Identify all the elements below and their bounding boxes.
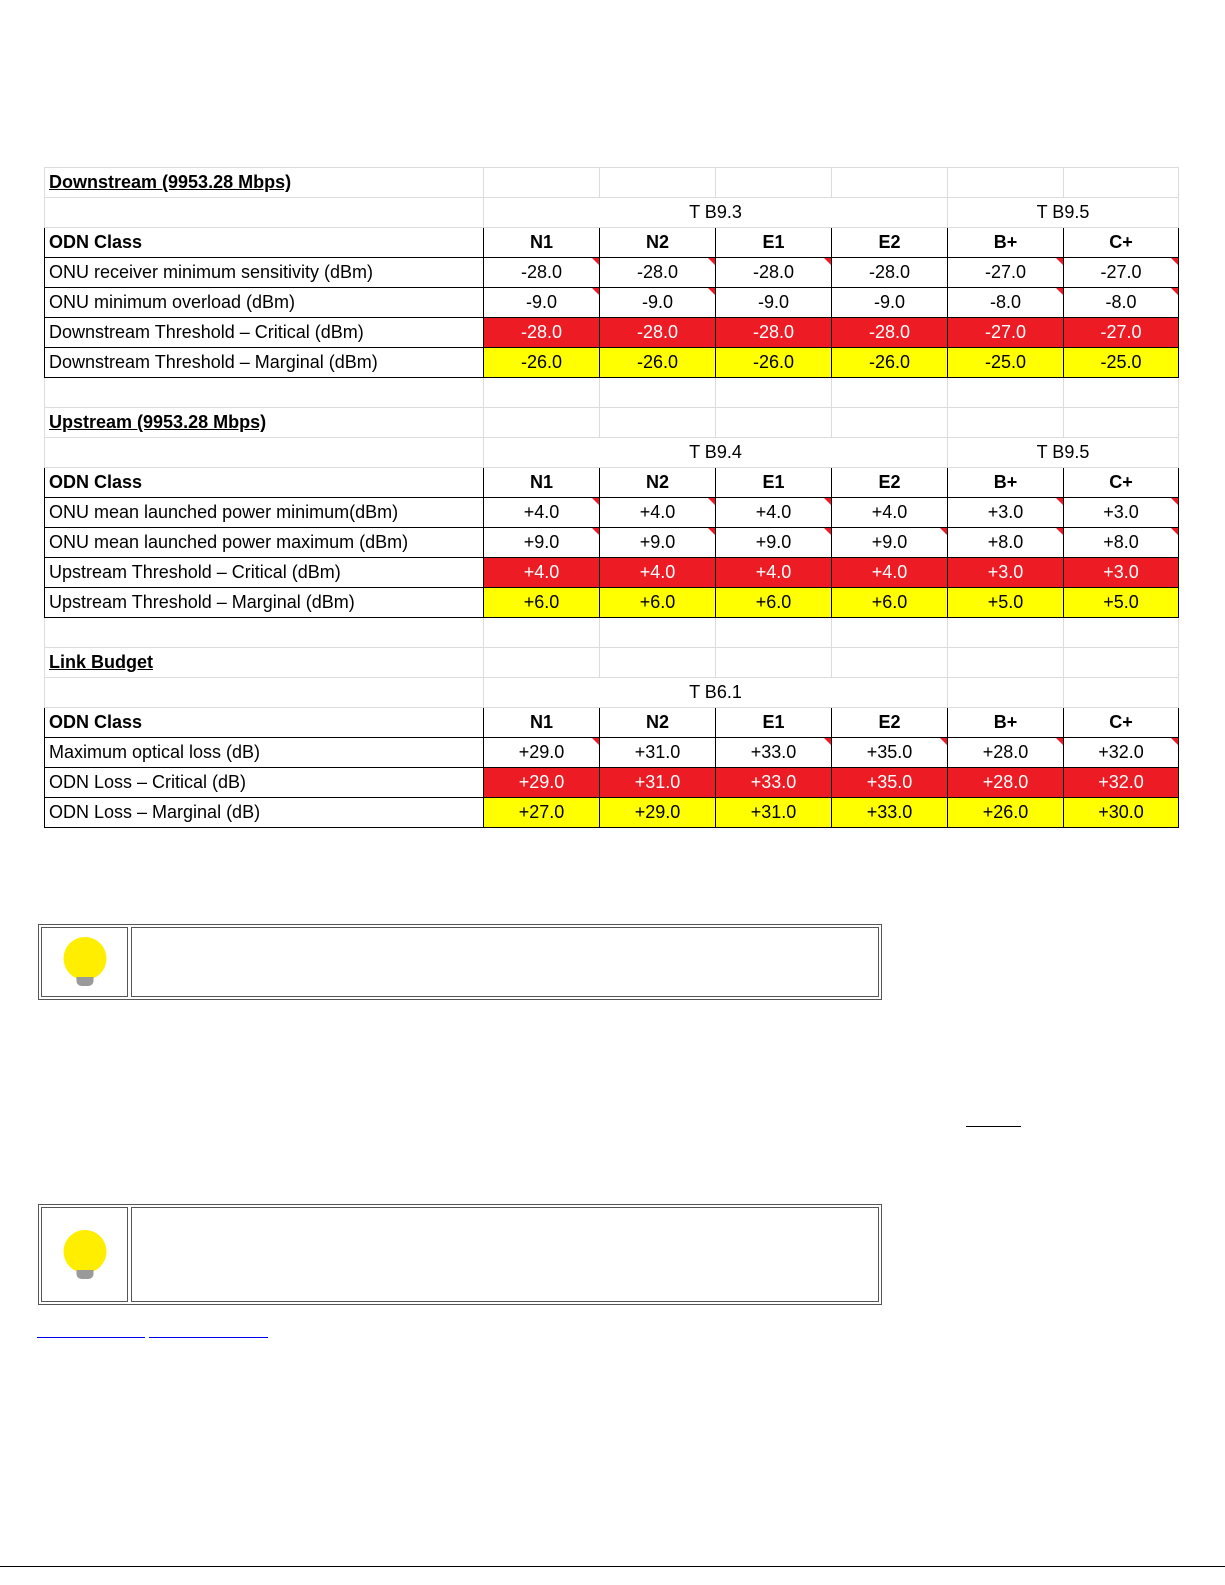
value-cell: +6.0 xyxy=(484,588,600,618)
value-cell: +4.0 xyxy=(484,498,600,528)
row-label: ODN Loss – Critical (dB) xyxy=(45,768,484,798)
comment-marker-icon xyxy=(592,738,599,745)
row-label: Downstream Threshold – Marginal (dBm) xyxy=(45,348,484,378)
value-cell: +9.0 xyxy=(484,528,600,558)
table-row xyxy=(45,768,1179,798)
class-header: E1 xyxy=(716,708,832,738)
section-title: Link Budget xyxy=(45,648,484,678)
class-header: E2 xyxy=(832,228,948,258)
value-cell: +30.0 xyxy=(1064,798,1179,828)
value-cell: +9.0 xyxy=(716,528,832,558)
class-header: N1 xyxy=(484,468,600,498)
section-title: Downstream (9953.28 Mbps) xyxy=(45,168,484,198)
value-cell: -28.0 xyxy=(716,318,832,348)
class-header: N2 xyxy=(600,468,716,498)
section-title-row xyxy=(45,408,1179,438)
value-cell: +33.0 xyxy=(716,738,832,768)
note-text xyxy=(131,927,879,997)
value-cell: -25.0 xyxy=(1064,348,1179,378)
value-cell: -25.0 xyxy=(948,348,1064,378)
value-cell: +4.0 xyxy=(484,558,600,588)
value-cell: -28.0 xyxy=(600,318,716,348)
comment-marker-icon xyxy=(592,288,599,295)
table-row xyxy=(45,798,1179,828)
value-cell: +9.0 xyxy=(832,528,948,558)
value-cell: -26.0 xyxy=(716,348,832,378)
table-row xyxy=(45,348,1179,378)
odn-class-label: ODN Class xyxy=(45,708,484,738)
table-row xyxy=(45,498,1179,528)
value-cell: +35.0 xyxy=(832,768,948,798)
value-cell: +5.0 xyxy=(1064,588,1179,618)
link-underline[interactable] xyxy=(37,1337,145,1338)
value-cell: +32.0 xyxy=(1064,768,1179,798)
note-icon-cell xyxy=(41,927,128,997)
value-cell: -9.0 xyxy=(716,288,832,318)
table-row xyxy=(45,528,1179,558)
value-cell: +9.0 xyxy=(600,528,716,558)
value-cell: +35.0 xyxy=(832,738,948,768)
comment-marker-icon xyxy=(1171,528,1178,535)
class-header: C+ xyxy=(1064,228,1179,258)
value-cell: +4.0 xyxy=(600,498,716,528)
value-cell: -26.0 xyxy=(600,348,716,378)
value-cell: +6.0 xyxy=(600,588,716,618)
spacer-row xyxy=(45,378,1179,408)
value-cell: -28.0 xyxy=(832,258,948,288)
row-label: ODN Loss – Marginal (dB) xyxy=(45,798,484,828)
value-cell: +28.0 xyxy=(948,738,1064,768)
value-cell: -28.0 xyxy=(716,258,832,288)
value-cell: +28.0 xyxy=(948,768,1064,798)
value-cell: -26.0 xyxy=(484,348,600,378)
value-cell: -27.0 xyxy=(948,318,1064,348)
odn-class-row xyxy=(45,468,1179,498)
comment-marker-icon xyxy=(940,528,947,535)
group-row xyxy=(45,438,1179,468)
value-cell: -8.0 xyxy=(1064,288,1179,318)
value-cell: +29.0 xyxy=(484,738,600,768)
class-header: B+ xyxy=(948,468,1064,498)
comment-marker-icon xyxy=(708,288,715,295)
value-cell: +5.0 xyxy=(948,588,1064,618)
value-cell: -8.0 xyxy=(948,288,1064,318)
value-cell: +32.0 xyxy=(1064,738,1179,768)
table-row xyxy=(45,318,1179,348)
class-header: N2 xyxy=(600,228,716,258)
comment-marker-icon xyxy=(824,738,831,745)
value-cell: -27.0 xyxy=(1064,318,1179,348)
comment-marker-icon xyxy=(1171,258,1178,265)
comment-marker-icon xyxy=(592,258,599,265)
class-header: N2 xyxy=(600,708,716,738)
table-row xyxy=(45,558,1179,588)
group-row xyxy=(45,198,1179,228)
comment-marker-icon xyxy=(1056,258,1063,265)
comment-marker-icon xyxy=(1171,498,1178,505)
value-cell: -28.0 xyxy=(484,318,600,348)
section-title-row xyxy=(45,648,1179,678)
row-label: Maximum optical loss (dB) xyxy=(45,738,484,768)
value-cell: -9.0 xyxy=(832,288,948,318)
group-label: T B9.3 xyxy=(484,198,948,228)
value-cell: -28.0 xyxy=(484,258,600,288)
lightbulb-icon xyxy=(63,937,106,986)
value-cell: +3.0 xyxy=(1064,498,1179,528)
odn-class-row xyxy=(45,228,1179,258)
comment-marker-icon xyxy=(592,528,599,535)
comment-marker-icon xyxy=(708,528,715,535)
table-row xyxy=(45,258,1179,288)
spacer-row xyxy=(45,618,1179,648)
class-header: N1 xyxy=(484,228,600,258)
note-icon-cell xyxy=(41,1207,128,1302)
row-label: ONU receiver minimum sensitivity (dBm) xyxy=(45,258,484,288)
page-bottom-rule xyxy=(0,1566,1225,1567)
class-header: B+ xyxy=(948,228,1064,258)
value-cell: +4.0 xyxy=(716,498,832,528)
row-label: Downstream Threshold – Critical (dBm) xyxy=(45,318,484,348)
section-title-row xyxy=(45,168,1179,198)
note-box xyxy=(38,924,882,1000)
comment-marker-icon xyxy=(1056,498,1063,505)
value-cell: -9.0 xyxy=(484,288,600,318)
lightbulb-icon xyxy=(63,1230,106,1279)
value-cell: -27.0 xyxy=(948,258,1064,288)
comment-marker-icon xyxy=(824,498,831,505)
table-row xyxy=(45,288,1179,318)
value-cell: -28.0 xyxy=(600,258,716,288)
row-label: ONU mean launched power minimum(dBm) xyxy=(45,498,484,528)
group-label: T B9.4 xyxy=(484,438,948,468)
section-title: Upstream (9953.28 Mbps) xyxy=(45,408,484,438)
comment-marker-icon xyxy=(592,498,599,505)
value-cell: +4.0 xyxy=(716,558,832,588)
value-cell: -9.0 xyxy=(600,288,716,318)
note-box xyxy=(38,1204,882,1305)
row-label: Upstream Threshold – Marginal (dBm) xyxy=(45,588,484,618)
class-header: E2 xyxy=(832,708,948,738)
comment-marker-icon xyxy=(824,258,831,265)
class-header: C+ xyxy=(1064,468,1179,498)
comment-marker-icon xyxy=(1056,528,1063,535)
value-cell: +31.0 xyxy=(600,768,716,798)
class-header: N1 xyxy=(484,708,600,738)
value-cell: +33.0 xyxy=(716,768,832,798)
value-cell: +33.0 xyxy=(832,798,948,828)
value-cell: +3.0 xyxy=(1064,558,1179,588)
value-cell: +3.0 xyxy=(948,558,1064,588)
value-cell: +4.0 xyxy=(832,558,948,588)
comment-marker-icon xyxy=(824,528,831,535)
note-text xyxy=(131,1207,879,1302)
odn-class-label: ODN Class xyxy=(45,228,484,258)
value-cell: +27.0 xyxy=(484,798,600,828)
value-cell: +4.0 xyxy=(600,558,716,588)
class-header: C+ xyxy=(1064,708,1179,738)
value-cell: +8.0 xyxy=(1064,528,1179,558)
odn-class-row xyxy=(45,708,1179,738)
comment-marker-icon xyxy=(708,258,715,265)
row-label: ONU mean launched power maximum (dBm) xyxy=(45,528,484,558)
value-cell: +4.0 xyxy=(832,498,948,528)
value-cell: +26.0 xyxy=(948,798,1064,828)
comment-marker-icon xyxy=(1171,288,1178,295)
threshold-spreadsheet xyxy=(44,167,1179,828)
value-cell: +6.0 xyxy=(716,588,832,618)
value-cell: -27.0 xyxy=(1064,258,1179,288)
class-header: E1 xyxy=(716,468,832,498)
comment-marker-icon xyxy=(1056,738,1063,745)
table-row xyxy=(45,738,1179,768)
row-label: Upstream Threshold – Critical (dBm) xyxy=(45,558,484,588)
row-label: ONU minimum overload (dBm) xyxy=(45,288,484,318)
class-header: B+ xyxy=(948,708,1064,738)
value-cell: +3.0 xyxy=(948,498,1064,528)
value-cell: +6.0 xyxy=(832,588,948,618)
value-cell: +31.0 xyxy=(600,738,716,768)
odn-class-label: ODN Class xyxy=(45,468,484,498)
comment-marker-icon xyxy=(1056,288,1063,295)
value-cell: -26.0 xyxy=(832,348,948,378)
group-label: T B6.1 xyxy=(484,678,948,708)
class-header: E2 xyxy=(832,468,948,498)
value-cell: +31.0 xyxy=(716,798,832,828)
underline-mark xyxy=(966,1126,1021,1127)
value-cell: +29.0 xyxy=(484,768,600,798)
comment-marker-icon xyxy=(940,738,947,745)
group-row xyxy=(45,678,1179,708)
comment-marker-icon xyxy=(1171,738,1178,745)
class-header: E1 xyxy=(716,228,832,258)
value-cell: +29.0 xyxy=(600,798,716,828)
value-cell: -28.0 xyxy=(832,318,948,348)
comment-marker-icon xyxy=(708,498,715,505)
value-cell: +8.0 xyxy=(948,528,1064,558)
table-row xyxy=(45,588,1179,618)
link-underline[interactable] xyxy=(149,1337,268,1338)
group-label: T B9.5 xyxy=(948,198,1179,228)
group-label: T B9.5 xyxy=(948,438,1179,468)
